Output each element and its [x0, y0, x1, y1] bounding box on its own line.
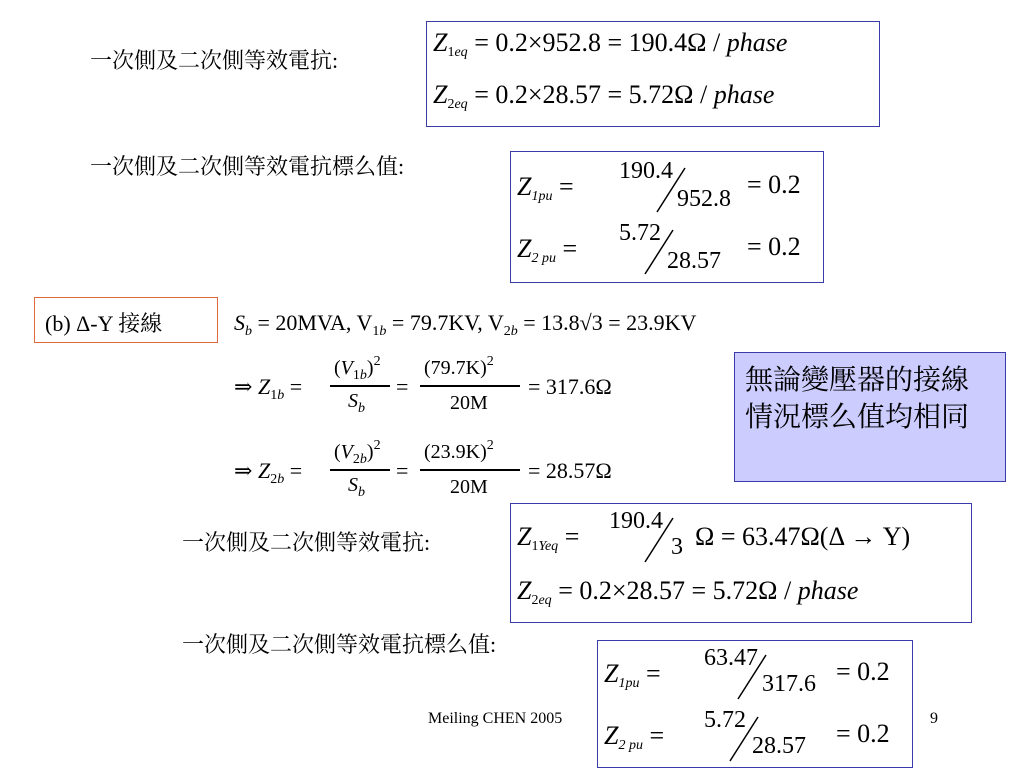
z1pu-b-numerator: 63.47 [704, 645, 758, 671]
z2b-den-a: $S_b$ [348, 474, 365, 500]
z2eq-equation: $Z_{2eq} = 0.2\times 28.57 = 5.72\Omega$ / phase [433, 80, 775, 112]
z2pu-symbol: $Z_{2 pu}$ = [517, 234, 578, 266]
z2b-result: = 28.57Ω [528, 458, 612, 483]
z1b-lhs: ⇒ $Z_{1b}$ = [234, 374, 303, 403]
z1b-eq-sign: = [396, 374, 409, 399]
impedance-box-a [426, 21, 880, 127]
z2b-den-b: 20M [450, 476, 488, 498]
impedance-label-b: 一次側及二次側等效電抗: [182, 530, 431, 555]
fraction-bar [330, 385, 390, 387]
z1pu-result: = 0.2 [747, 170, 801, 199]
z2b-num-a: $(V_{2b})^2$ [334, 438, 381, 467]
z1b-num-a: $(V_{1b})^2$ [334, 354, 381, 383]
pu-box-a [510, 151, 824, 283]
footer-author: Meiling CHEN 2005 [428, 710, 563, 727]
z1yeq-result: Ω = 63.47Ω(Δ → Y) [695, 522, 911, 551]
z1eq-equation: $Z_{1eq} = 0.2\times 952.8 = 190.4\Omega$ / phase [433, 28, 788, 60]
z2b-eq-sign: = [396, 458, 409, 483]
z1pu-b-result: = 0.2 [836, 657, 890, 686]
z2pu-b-result: = 0.2 [836, 719, 890, 748]
pu-label-a: 一次側及二次側等效電抗標么值: [90, 154, 405, 179]
z2eq-b-equation: $Z_{2eq} = 0.2\times 28.57 = 5.72\Omega$ / phase [517, 576, 859, 608]
impedance-label-a: 一次側及二次側等效電抗: [90, 48, 339, 73]
z1yeq-symbol: $Z_{1Yeq}$ = [517, 522, 580, 554]
note-callout: 無論變壓器的接線情況標么值均相同 [734, 352, 1006, 482]
z1b-den-a: $S_b$ [348, 390, 365, 416]
z1pu-b-symbol: $Z_{1pu}$ = [604, 659, 661, 691]
section-b-tag: (b) Δ-Y 接線 [34, 297, 218, 343]
z1yeq-denominator: 3 [671, 534, 683, 560]
z2pu-b-numerator: 5.72 [704, 707, 746, 733]
fraction-bar [420, 385, 520, 387]
z1b-den-b: 20M [450, 392, 488, 414]
z1yeq-numerator: 190.4 [609, 508, 663, 534]
z1pu-symbol: $Z_{1pu}$ = [517, 172, 574, 204]
z1pu-numerator: 190.4 [619, 158, 673, 184]
z1b-num-b: $(79.7K)^2$ [424, 354, 494, 379]
z2pu-numerator: 5.72 [619, 220, 661, 246]
z1pu-denominator: 952.8 [677, 186, 731, 212]
z2pu-b-denominator: 28.57 [752, 733, 806, 759]
z1pu-b-denominator: 317.6 [762, 671, 816, 697]
fraction-bar [330, 469, 390, 471]
z2pu-b-symbol: $Z_{2 pu}$ = [604, 721, 665, 753]
z2pu-result: = 0.2 [747, 232, 801, 261]
impedance-box-b [510, 503, 972, 623]
z2pu-denominator: 28.57 [667, 248, 721, 274]
base-values-line: $S_b = 20MVA$, $V_{1b} = 79.7KV$, $V_{2b} = 13.8√3 = 23.9KV$ [234, 310, 697, 339]
z2b-lhs: ⇒ $Z_{2b}$ = [234, 458, 303, 487]
page-number: 9 [930, 710, 938, 727]
z1b-result: = 317.6Ω [528, 374, 612, 399]
pu-label-b: 一次側及二次側等效電抗標么值: [182, 632, 497, 657]
fraction-bar [420, 469, 520, 471]
pu-box-b [597, 640, 913, 768]
z2b-num-b: $(23.9K)^2$ [424, 438, 494, 463]
